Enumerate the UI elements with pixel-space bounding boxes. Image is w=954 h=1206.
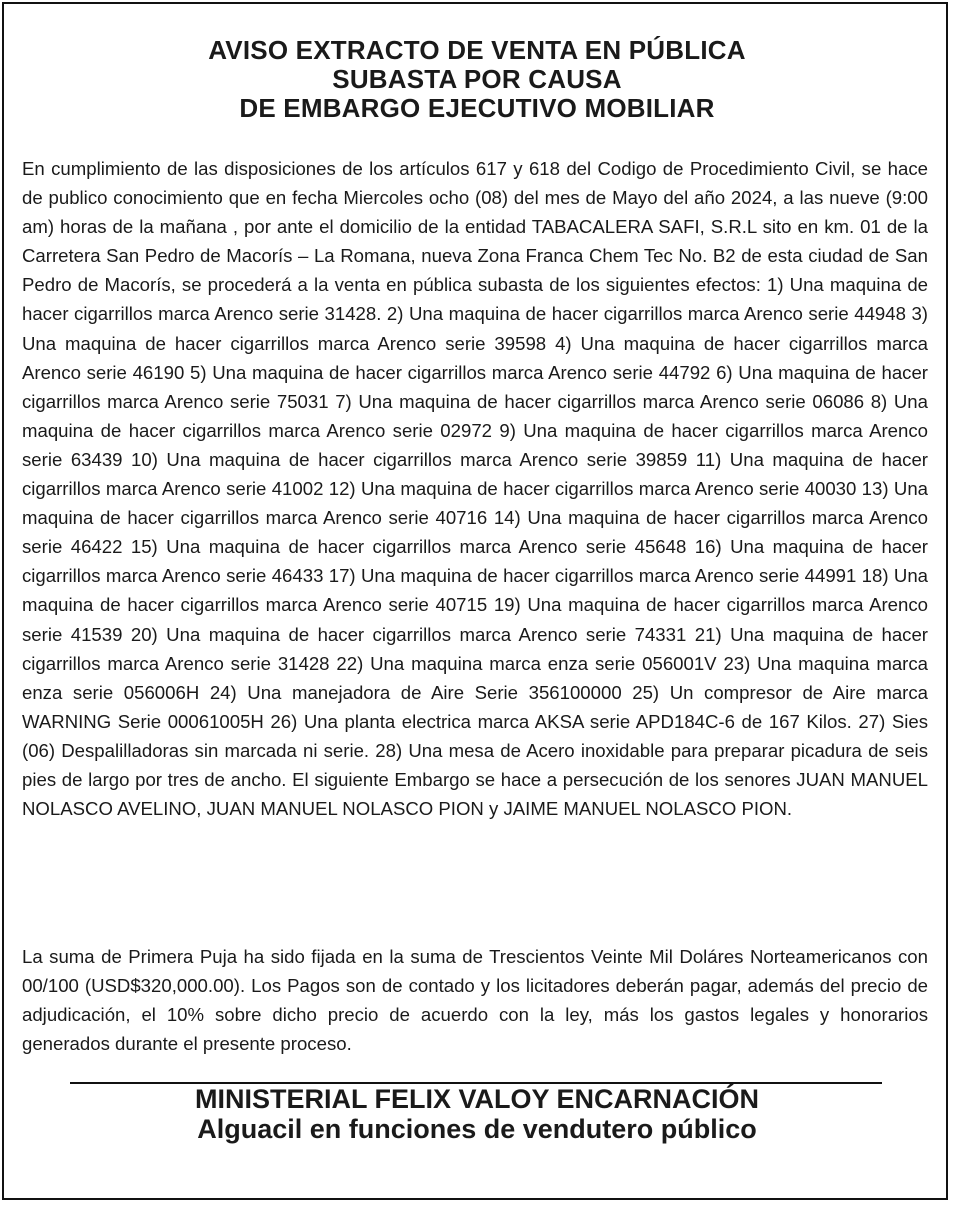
signature-name: MINISTERIAL FELIX VALOY ENCARNACIÓN <box>194 1084 760 1114</box>
notice-title <box>4 36 950 123</box>
signature-block <box>4 1084 950 1144</box>
title-line-1: AVISO EXTRACTO DE VENTA EN PÚBLICA <box>208 35 746 65</box>
title-line-2: SUBASTA POR CAUSA <box>332 64 622 94</box>
notice-frame <box>2 2 948 1200</box>
title-line-3: DE EMBARGO EJECUTIVO MOBILIAR <box>239 93 715 123</box>
notice-body-paragraph: En cumplimiento de las disposiciones de los artículos 617 y 618 del Codigo de Procedimiento Civil, se hace de publico conocimiento que en fecha Miercoles ocho (08) del mes de Mayo del año 2024, a las nueve (9:00 am) horas de la mañana , por ante el domicilio de la entidad TABACALERA SAFI, S.R.L sito en km. 01 de la Carretera San Pedro de Macorís – La Romana, nueva Zona Franca Chem Tec No. B2 de esta ciudad de San Pedro de Macorís, se procederá a la venta en pública subasta de los siguientes efectos: 1) Una maquina de hacer cigarrillos marca Arenco serie 31428. 2) Una maquina de hacer cigarrillos marca Arenco serie 44948 3) Una maquina de hacer cigarrillos marca Arenco serie 39598 4) Una maquina de hacer cigarrillos marca Arenco serie 46190 5) Una maquina de hacer cigarrillos marca Arenco serie 44792 6) Una maquina de hacer cigarrillos marca Arenco serie 75031 7) Una maquina de hacer cigarrillos marca Arenco serie 06086 8) Una maquina de hacer cigarrillos marca Arenco serie 02972 9) Una maquina de hacer cigarrillos marca Arenco serie 63439 10) Una maquina de hacer cigarrillos marca Arenco serie 39859 11) Una maquina de hacer cigarrillos marca Arenco serie 41002 12) Una maquina de hacer cigarrillos marca Arenco serie 40030 13) Una maquina de hacer cigarrillos marca Arenco serie 40716 14) Una maquina de hacer cigarrillos marca Arenco serie 46422 15) Una maquina de hacer cigarrillos marca Arenco serie 45648 16) Una maquina de hacer cigarrillos marca Arenco serie 46433 17) Una maquina de hacer cigarrillos marca Arenco serie 44991 18) Una maquina de hacer cigarrillos marca Arenco serie 40715 19) Una maquina de hacer cigarrillos marca Arenco serie 41539 20) Una maquina de hacer cigarrillos marca Arenco serie 74331 21) Una maquina de hacer cigarrillos marca Arenco serie 31428 22) Una maquina marca enza serie 056001V 23) Una maquina marca enza serie 056006H 24) Una manejadora de Aire Serie 356100000 25) Un compresor de Aire marca WARNING Serie 00061005H 26) Una planta electrica marca AKSA serie APD184C-6 de 167 Kilos. 27) Sies (06) Despalilladoras sin marcada ni serie. 28) Una mesa de Acero inoxidable para preparar picadura de seis pies de largo por tres de ancho. El siguiente Embargo se hace a persecución de los senores JUAN MANUEL NOLASCO AVELINO, JUAN MANUEL NOLASCO PION y JAIME MANUEL NOLASCO PION. <box>22 158 928 820</box>
auction-terms-paragraph: La suma de Primera Puja ha sido fijada en la suma de Trescientos Veinte Mil Doláres Norteamericanos con 00/100 (USD$320,000.00). Los Pagos son de contado y los licitadores deberán pagar, además del precio de adjudicación, el 10% sobre dicho precio de acuerdo con la ley, más los gastos legales y honorarios generados durante el presente proceso. <box>22 946 928 1055</box>
signature-role: Alguacil en funciones de vendutero público <box>197 1114 757 1144</box>
